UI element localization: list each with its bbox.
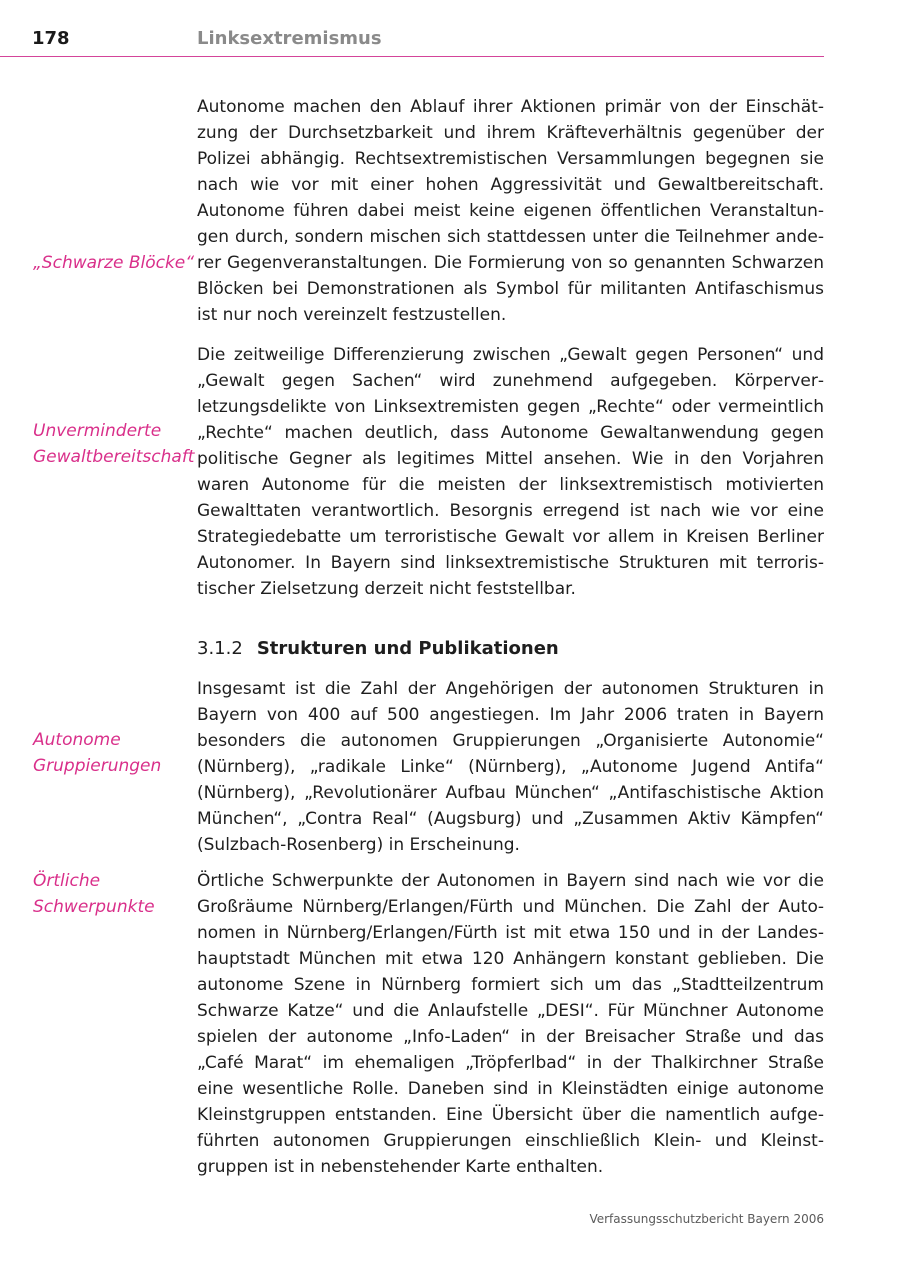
paragraph-strukturen: Insgesamt ist die Zahl der Angehörigen der autonomen Strukturen in Bayern von 400 auf 500 angestiegen. Im Jahr 2006 traten in Bayern besonders die autonomen Gruppierungen „Organisierte Autonomie“ (Nürnberg), „radikale Linke“ (Nürnberg), „Autonome Jugend Antifa“ (Nürnberg), „Revolutionärer Aufbau München“ „Antifaschistische Aktion München“, „Contra Real“ (Augsburg) und „Zusammen Aktiv Kämpfen“ (Sulzbach-Rosenberg) in Erscheinung.: [197, 679, 824, 855]
page-footer: Verfassungsschutzbericht Bayern 2006: [589, 1212, 824, 1226]
margin-note-line: Unverminderte: [33, 421, 162, 441]
paragraph-block: [197, 676, 824, 858]
section-heading: [197, 636, 559, 662]
paragraph-schwerpunkte: Örtliche Schwerpunkte der Autonomen in Bayern sind nach wie vor die Großräume Nürnberg/Erlangen/Fürth und München. Die Zahl der Autonomen in Nürnberg/Erlangen/Fürth ist mit etwa 150 und in der Landeshauptstadt München mit etwa 120 Anhängern konstant geblieben. Die autonome Szene in Nürnberg formiert sich um das „Stadtteilzentrum Schwarze Katze“ und die Anlaufstelle „DESI“. Für Münchner Autonome spielen der autonome „Info-Laden“ in der Breisacher Straße und das „Café Marat“ im ehemaligen „Tröpferlbad“ in der Thalkirchner Straße eine wesentliche Rolle. Daneben sind in Kleinstädten einige autonome Kleinstgruppen entstanden. Eine Übersicht über die namentlich aufgeführten autonomen Gruppierungen einschließlich Klein- und Kleinstgruppen ist in nebenstehender Karte enthalten.: [197, 871, 824, 1177]
paragraph-autonome-aktionen: Autonome machen den Ablauf ihrer Aktionen primär von der Einschätzung der Durchsetzbarkeit und ihrem Kräfteverhältnis gegenüber der Polizei abhängig. Rechtsextremistischen Versammlungen begegnen sie nach wie vor mit einer hohen Aggressivität und Gewaltbereitschaft. Autonome führen dabei meist keine eigenen öffentlichen Veranstaltungen durch, sondern mischen sich stattdessen unter die Teilnehmer anderer Gegenveranstaltungen. Die Formierung von so genannten Schwarzen Blöcken bei Demonstrationen als Symbol für militanten Antifaschismus ist nur noch vereinzelt festzustellen.: [197, 97, 824, 325]
margin-note-line: Schwerpunkte: [33, 897, 155, 917]
paragraph-gewalt: Die zeitweilige Differenzierung zwischen „Gewalt gegen Personen“ und „Gewalt gegen Sachen“ wird zunehmend aufgegeben. Körperverletzungsdelikte von Linksextremisten gegen „Rechte“ oder vermeintlich „Rechte“ machen deutlich, dass Autonome Gewaltanwendung gegen politische Gegner als legitimes Mittel ansehen. Wie in den Vorjahren waren Autonome für die meisten der linksextremistisch motivierten Gewalttaten verantwortlich. Besorgnis erregend ist nach wie vor eine Strategiedebatte um terroristische Gewalt vor allem in Kreisen Berliner Autonomer. In Bayern sind linksextremistische Strukturen mit terroristischer Zielsetzung derzeit nicht feststellbar.: [197, 345, 824, 599]
header-divider: [0, 56, 824, 57]
margin-note-gewaltbereitschaft: [33, 418, 198, 470]
paragraph-block: [197, 342, 824, 602]
margin-note-gruppierungen: [33, 727, 198, 779]
margin-note-line: Gruppierungen: [33, 756, 162, 776]
paragraph-block: [197, 868, 824, 1180]
margin-note-line: Autonome: [33, 730, 121, 750]
section-number: 3.1.2: [197, 638, 243, 659]
margin-note-schwarze-bloecke: [33, 250, 198, 276]
paragraph-block: [197, 94, 824, 328]
section-title: Strukturen und Publikationen: [256, 638, 559, 659]
margin-note-schwerpunkte: [33, 868, 198, 920]
margin-note-line: Gewaltbereitschaft: [33, 447, 195, 467]
margin-note-line: Örtliche: [33, 871, 101, 891]
margin-note-line: „Schwarze Blöcke“: [33, 253, 195, 273]
page-number: 178: [32, 28, 70, 49]
running-title: Linksextremismus: [197, 28, 382, 49]
